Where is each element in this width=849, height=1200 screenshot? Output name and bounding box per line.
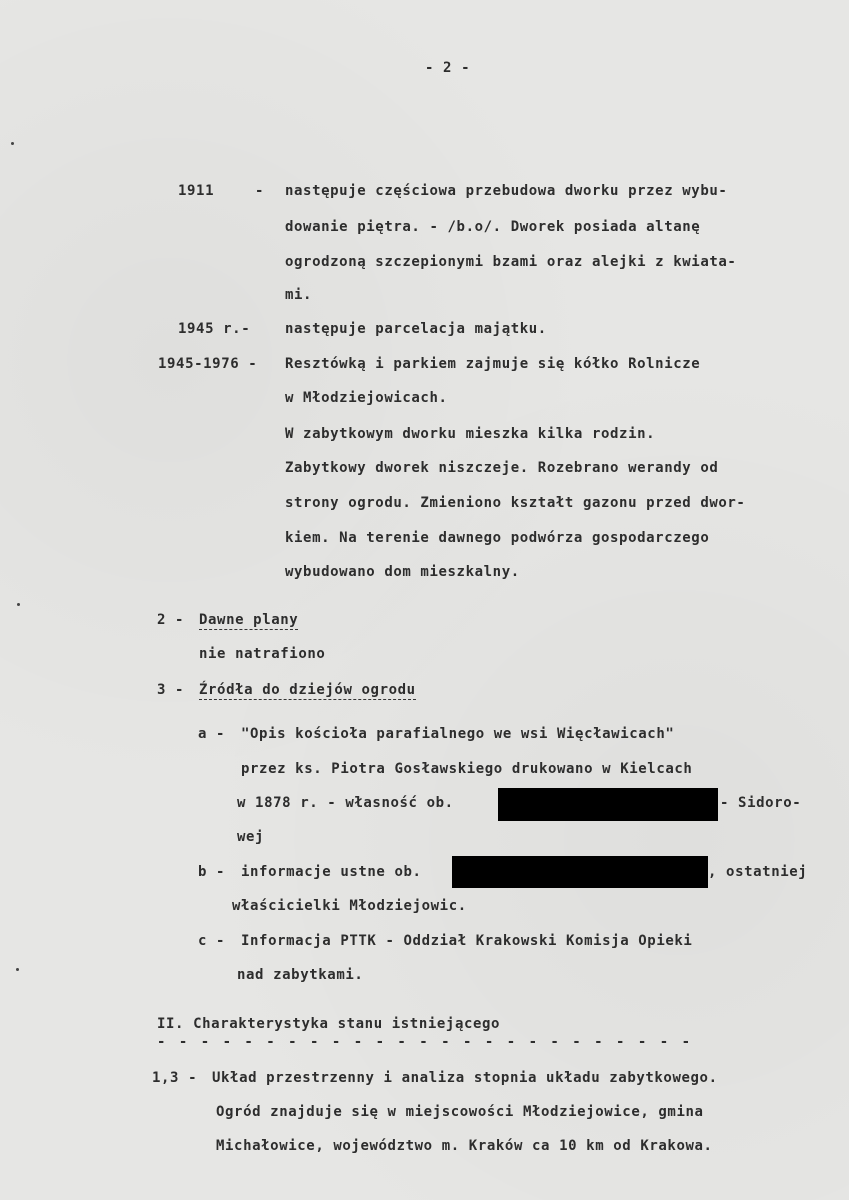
section-title: Źródła do dziejów ogrodu — [199, 682, 416, 698]
entry-year: 1945 r.- — [178, 321, 251, 337]
redaction-bar — [498, 788, 718, 821]
entry-text-line: Resztówką i parkiem zajmuje się kółko Rolnicze — [285, 356, 701, 372]
entry-text-line: strony ogrodu. Zmieniono kształt gazonu przed dwor- — [285, 495, 746, 511]
section-number: 2 - — [157, 612, 185, 628]
entry-text-line: mi. — [285, 287, 313, 303]
body-text-line: Układ przestrzenny i analiza stopnia układu zabytkowego. — [212, 1070, 718, 1086]
entry-text-line: Zabytkowy dworek niszczeje. Rozebrano werandy od — [285, 460, 719, 476]
entry-text-line: ogrodzoną szczepionymi bzami oraz alejki z kwiata- — [285, 254, 737, 270]
item-text-line: , ostatniej — [708, 864, 808, 880]
entry-dash: - — [255, 183, 265, 199]
entry-text-line: dowanie piętra. - /b.o/. Dworek posiada altanę — [285, 219, 701, 235]
entry-text-line: kiem. Na terenie dawnego podwórza gospodarczego — [285, 530, 710, 546]
item-letter: a - — [198, 726, 226, 742]
item-number: 1,3 - — [152, 1070, 198, 1086]
item-text-line: właścicielki Młodziejowic. — [232, 898, 467, 914]
item-text-line: w 1878 r. - własność ob. — [237, 795, 454, 811]
entry-year: 1945-1976 - — [158, 356, 258, 372]
item-text-line: przez ks. Piotra Gosławskiego drukowano w Kielcach — [241, 761, 693, 777]
entry-text-line: wybudowano dom mieszkalny. — [285, 564, 520, 580]
entry-text-line: następuje częściowa przebudowa dworku przez wybu- — [285, 183, 728, 199]
redaction-bar — [452, 856, 708, 888]
heading-underline: - - - - - - - - - - - - - - - - - - - - - - - - - — [157, 1034, 693, 1050]
item-text-line: - Sidoro- — [720, 795, 802, 811]
margin-speck — [16, 968, 19, 971]
item-text-line: informacje ustne ob. — [241, 864, 422, 880]
entry-text-line: w Młodziejowicach. — [285, 390, 448, 406]
section-number: 3 - — [157, 682, 185, 698]
section-title: Dawne plany — [199, 612, 299, 628]
section-body: nie natrafiono — [199, 646, 326, 662]
entry-text-line: następuje parcelacja majątku. — [285, 321, 547, 337]
item-letter: c - — [198, 933, 226, 949]
item-text-line: "Opis kościoła parafialnego we wsi Więcławicach" — [241, 726, 675, 742]
entry-year: 1911 — [178, 183, 215, 199]
entry-text-line: W zabytkowym dworku mieszka kilka rodzin. — [285, 426, 656, 442]
item-text-line: wej — [237, 829, 265, 845]
margin-speck — [17, 603, 20, 606]
item-text-line: nad zabytkami. — [237, 967, 364, 983]
body-text-line: Ogród znajduje się w miejscowości Młodziejowice, gmina — [216, 1104, 704, 1120]
body-text-line: Michałowice, województwo m. Kraków ca 10 km od Krakowa. — [216, 1138, 713, 1154]
item-text-line: Informacja PTTK - Oddział Krakowski Komisja Opieki — [241, 933, 693, 949]
section-heading: II. Charakterystyka stanu istniejącego — [157, 1016, 501, 1032]
page-number: - 2 - — [425, 60, 471, 76]
item-letter: b - — [198, 864, 226, 880]
margin-speck — [11, 142, 14, 145]
